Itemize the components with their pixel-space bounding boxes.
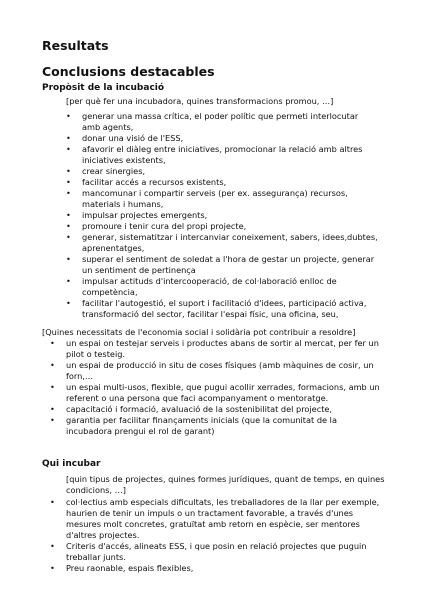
- list-item: • facilitar l'autogestió, el suport i facilitació d'idees, participació activa, transformació del sector, facilitar l'espai físic, una oficina, seu,: [66, 298, 367, 319]
- list-item: • generar, sistematitzar i intercanviar coneixement, sabers, idees,dubtes, aprenentatges,: [66, 232, 378, 253]
- proposit-intro: [per què fer una incubadora, quines transformacions promou, …]: [66, 96, 334, 106]
- bullet-icon: •: [66, 188, 71, 198]
- list-item: • impulsar actituds d'intercooperació, de col·laboració enlloc de competència,: [66, 276, 337, 297]
- list-item: • Preu raonable, espais flexibles,: [50, 563, 194, 573]
- bullet-icon: •: [66, 210, 71, 220]
- subsection-title-proposit: Propòsit de la incubació: [42, 83, 165, 93]
- list-item: • Criteris d'accés, alineats ESS, i que posin en relació projectes que puguin treballar junts.: [50, 541, 367, 562]
- bullet-icon: •: [50, 338, 55, 348]
- bullet-icon: •: [50, 415, 55, 425]
- bullet-icon: •: [66, 133, 71, 143]
- list-item: • un espai on testejar serveis i productes abans de sortir al mercat, per fer un pilot o testeig.: [50, 338, 379, 359]
- bullet-icon: •: [66, 166, 71, 176]
- necessitats-intro: [Quines necessitats de l'economia social i solidària pot contribuir a resoldre]: [42, 327, 356, 337]
- bullet-icon: •: [50, 382, 55, 392]
- list-item: • impulsar projectes emergents,: [66, 210, 208, 220]
- list-item: • un espai multi-usos, flexible, que pugui acollir xerrades, formacions, amb un referent o una persona que faci acompanyament o mentoratge.: [50, 382, 380, 403]
- list-item: • afavorir el diàleg entre iniciatives, promocionar la relació amb altres iniciatives existents,: [66, 144, 363, 165]
- list-item: • mancomunar i compartir serveis (per ex. assegurança) recursos, materials i humans,: [66, 188, 348, 209]
- bullet-icon: •: [66, 221, 71, 231]
- list-item: • generar una massa crítica, el poder polític que permeti interlocutar amb agents,: [66, 111, 359, 132]
- bullet-icon: •: [66, 144, 71, 154]
- list-item: • promoure i tenir cura del propi projecte,: [66, 221, 247, 231]
- subsection-title-qui-incubar: Qui incubar: [42, 459, 101, 469]
- bullet-icon: •: [66, 298, 71, 308]
- proposit-list: [66, 111, 378, 320]
- bullet-icon: •: [50, 563, 55, 573]
- list-item: • col·lectius amb especials dificultats, les treballadores de la llar per exemple, haurien de tenir un impuls o un tractament favorable, a través d'unes mesures molt concretes, gratuïtat amb retorn en espècie, ser mentores d'altres projectes.: [50, 497, 380, 540]
- bullet-icon: •: [66, 111, 71, 121]
- bullet-icon: •: [66, 232, 71, 242]
- list-item: • facilitar accés a recursos existents,: [66, 177, 227, 187]
- list-item: • donar una visió de l'ESS,: [66, 133, 184, 143]
- qui-intro: [quin tipus de projectes, quines formes jurídiques, quant de temps, en quines condicions, …]: [66, 474, 385, 495]
- section-title-resultats: Resultats: [42, 38, 109, 53]
- section-title-conclusions: Conclusions destacables: [42, 64, 215, 79]
- bullet-icon: •: [50, 497, 55, 507]
- list-item: • superar el sentiment de soledat a l'hora de gestar un projecte, generar un sentiment de pertinença: [66, 254, 375, 275]
- list-item: • un espai de producció in situ de coses físiques (amb màquines de cosir, un forn,…: [50, 360, 374, 381]
- bullet-icon: •: [50, 404, 55, 414]
- necessitats-list: [50, 338, 380, 437]
- bullet-icon: •: [66, 254, 71, 264]
- list-item: • capacitació i formació, avaluació de la sostenibilitat del projecte,: [50, 404, 333, 414]
- bullet-icon: •: [50, 360, 55, 370]
- bullet-icon: •: [66, 276, 71, 286]
- list-item: • garantia per facilitar finançaments inicials (que la comunitat de la incubadora prengui el rol de garant): [50, 415, 337, 436]
- qui-list: [50, 497, 380, 574]
- bullet-icon: •: [66, 177, 71, 187]
- bullet-icon: •: [50, 541, 55, 551]
- list-item: • crear sinergies,: [66, 166, 146, 176]
